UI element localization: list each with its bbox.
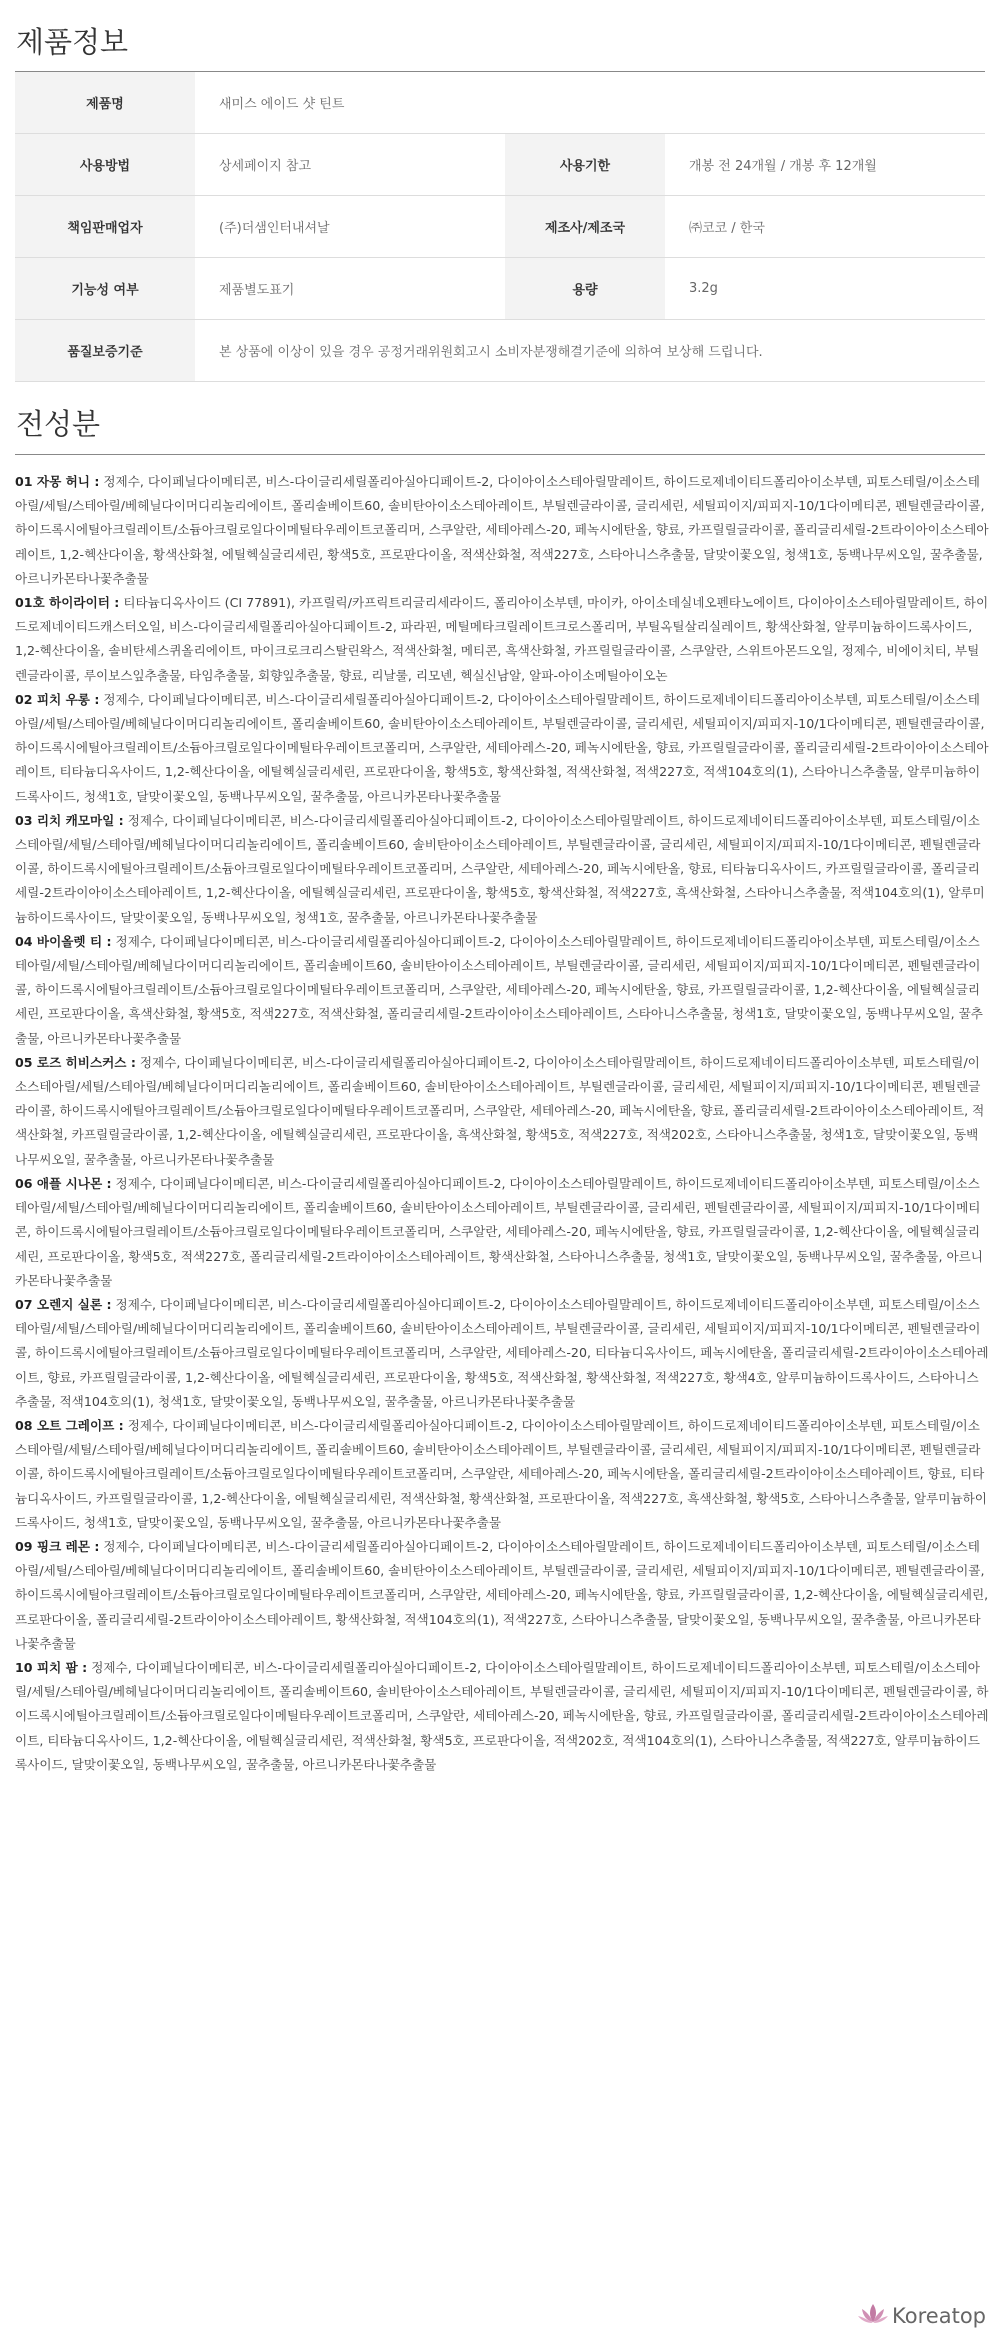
ingredient-shade-name: 09 핑크 레몬 : — [15, 1538, 100, 1554]
ingredient-item — [15, 1656, 990, 1777]
ingredient-item — [15, 470, 990, 591]
ingredient-shade-name: 08 오트 그레이프 : — [15, 1417, 124, 1433]
ingredient-shade-name: 01호 하이라이터 : — [15, 595, 120, 611]
maker-value: ㈜코코 / 한국 — [665, 196, 985, 258]
ingredient-text: 정제수, 다이페닐다이메티콘, 비스-다이글리세릴폴리아실아디페이트-2, 다이아이소스테아릴말레이트, 하이드로제네이티드폴리아이소부텐, 피토스테릴/이소스테아릴/세틸/스테아릴/베헤닐다이머디리놀리에이트, 폴리솔베이트60, 솔비탄아이소스테아레이트, 부틸렌글라이콜, 글리세린, 세틸피이지/피피지-10/1다이메티콘, 펜틸렌글라이콜, 하이드록시에틸아크릴레이트/소듐아크릴로일다이메틸타우레이트코폴리머, 스쿠알란, 세테아레스-20, 페녹시에탄올, 향료, 카프릴릴글라이콜, 폴리글리세릴-2트라이아이소스테아레이트, 1,2-헥산다이올, 황색산화철, 에틸헥실글리세린, 황색5호, 프로판다이올, 적색산화철, 적색227호, 스타아니스추출물, 달맞이꽃오일, 청색1호, 동백나무씨오일, 꿀추출물, 아르니카몬타나꽃추출물 — [15, 474, 989, 586]
ingredient-item — [15, 1414, 990, 1535]
seller-value: (주)더샘인터내셔날 — [195, 196, 505, 258]
product-info-title: 제품정보 — [16, 25, 129, 59]
row-product-name — [15, 72, 985, 134]
expiry-value: 개봉 전 24개월 / 개봉 후 12개월 — [665, 134, 985, 196]
ingredients-divider — [15, 454, 985, 455]
ingredient-item — [15, 930, 990, 1051]
ingredient-item — [15, 809, 990, 930]
usage-label: 사용방법 — [15, 134, 195, 196]
ingredient-shade-name: 01 자몽 허니 : — [15, 474, 100, 489]
product-name-value: 새미스 에이드 샷 틴트 — [195, 72, 985, 134]
ingredient-text: 정제수, 다이페닐다이메티콘, 비스-다이글리세릴폴리아실아디페이트-2, 다이아이소스테아릴말레이트, 하이드로제네이티드폴리아이소부텐, 피토스테릴/이소스테아릴/세틸/스테아릴/베헤닐다이머디리놀리에이트, 폴리솔베이트60, 솔비탄아이소스테아레이트, 부틸렌글라이콜, 글리세린, 세틸피이지/피피지-10/1다이메티콘, 펜틸렌글라이콜, 하이드록시에틸아크릴레이트/소듐아크릴로일다이메틸타우레이트코폴리머, 스쿠알란, 세테아레스-20, 페녹시에탄올, 향료, 카프릴릴글라이콜, 1,2-헥산다이올, 에틸헥실글리세린, 프로판다이올, 폴리글리세릴-2트라이아이소스테아레이트, 황색산화철, 적색104호의(1), 적색227호, 스타아니스추출물, 달맞이꽃오일, 동백나무씨오일, 꿀추출물, 아르니카몬타나꽃추출물 — [15, 1538, 989, 1651]
ingredient-shade-name: 03 리치 캐모마일 : — [15, 812, 124, 828]
ingredient-item — [15, 1172, 990, 1293]
ingredient-shade-name: 02 피치 우롱 : — [15, 691, 100, 707]
ingredient-text: 정제수, 다이페닐다이메티콘, 비스-다이글리세릴폴리아실아디페이트-2, 다이아이소스테아릴말레이트, 하이드로제네이티드폴리아이소부텐, 피토스테릴/이소스테아릴/세틸/스테아릴/베헤닐다이머디리놀리에이트, 폴리솔베이트60, 솔비탄아이소스테아레이트, 부틸렌글라이콜, 글리세린, 세틸피이지/피피지-10/1다이메티콘, 펜틸렌글라이콜, 하이드록시에틸아크릴레이트/소듐아크릴로일다이메틸타우레이트코폴리머, 스쿠알란, 세테아레스-20, 페녹시에탄올, 향료, 티타늄디옥사이드, 카프릴릴글라이콜, 폴리글리세릴-2트라이아이소스테아레이트, 1,2-헥산다이올, 에틸헥실글리세린, 프로판다이올, 황색5호, 황색산화철, 적색227호, 흑색산화철, 스타아니스추출물, 적색104호의(1), 알루미늄하이드록사이드, 달맞이꽃오일, 동백나무씨오일, 청색1호, 꿀추출물, 아르니카몬타나꽃추출물 — [15, 812, 985, 925]
ingredient-shade-name: 10 피치 팜 : — [15, 1659, 88, 1675]
product-info-table — [15, 72, 985, 382]
ingredient-item — [15, 688, 990, 809]
ingredient-text: 정제수, 다이페닐다이메티콘, 비스-다이글리세릴폴리아실아디페이트-2, 다이아이소스테아릴말레이트, 하이드로제네이티드폴리아이소부텐, 피토스테릴/이소스테아릴/세틸/스테아릴/베헤닐다이머디리놀리에이트, 폴리솔베이트60, 솔비탄아이소스테아레이트, 부틸렌글라이콜, 글리세린, 펜틸렌글라이콜, 세틸피이지/피피지-10/1다이메티콘, 하이드록시에틸아크릴레이트/소듐아크릴로일다이메틸타우레이트코폴리머, 스쿠알란, 세테아레스-20, 페녹시에탄올, 향료, 카프릴릴글라이콜, 1,2-헥산다이올, 에틸헥실글리세린, 프로판다이올, 황색5호, 적색227호, 폴리글리세릴-2트라이아이소스테아레이트, 황색산화철, 스타아니스추출물, 청색1호, 달맞이꽃오일, 동백나무씨오일, 꿀추출물, 아르니카몬타나꽃추출물 — [15, 1175, 983, 1288]
ingredient-shade-name: 04 바이올렛 티 : — [15, 933, 112, 949]
ingredient-text: 정제수, 다이페닐다이메티콘, 비스-다이글리세릴폴리아실아디페이트-2, 다이아이소스테아릴말레이트, 하이드로제네이티드폴리아이소부텐, 피토스테릴/이소스테아릴/세틸/스테아릴/베헤닐다이머디리놀리에이트, 폴리솔베이트60, 솔비탄아이소스테아레이트, 부틸렌글라이콜, 글리세린, 세틸피이지/피피지-10/1다이메티콘, 펜틸렌글라이콜, 하이드록시에틸아크릴레이트/소듐아크릴로일다이메틸타우레이트코폴리머, 스쿠알란, 세테아레스-20, 페녹시에탄올, 향료, 카프릴릴글라이콜, 폴리글리세릴-2트라이아이소스테아레이트, 티타늄디옥사이드, 1,2-헥산다이올, 에틸헥실글리세린, 프로판다이올, 황색5호, 황색산화철, 적색산화철, 적색227호, 적색104호의(1), 스타아니스추출물, 알루미늄하이드록사이드, 청색1호, 달맞이꽃오일, 동백나무씨오일, 꿀추출물, 아르니카몬타나꽃추출물 — [15, 691, 989, 804]
functional-value: 제품별도표기 — [195, 258, 505, 320]
ingredient-text: 정제수, 다이페닐다이메티콘, 비스-다이글리세릴폴리아실아디페이트-2, 다이아이소스테아릴말레이트, 하이드로제네이티드폴리아이소부텐, 피토스테릴/이소스테아릴/세틸/스테아릴/베헤닐다이머디리놀리에이트, 폴리솔베이트60, 솔비탄아이소스테아레이트, 부틸렌글라이콜, 글리세린, 세틸피이지/피피지-10/1다이메티콘, 펜틸렌글라이콜, 하이드록시에틸아크릴레이트/소듐아크릴로일다이메틸타우레이트코폴리머, 스쿠알란, 세테아레스-20, 페녹시에탄올, 폴리글리세릴-2트라이아이소스테아레이트, 향료, 티타늄디옥사이드, 카프릴릴글라이콜, 1,2-헥산다이올, 에틸헥실글리세린, 적색산화철, 황색산화철, 프로판다이올, 적색227호, 흑색산화철, 황색5호, 스타아니스추출물, 알루미늄하이드록사이드, 청색1호, 달맞이꽃오일, 동백나무씨오일, 꿀추출물, 아르니카몬타나꽃추출물 — [15, 1417, 987, 1530]
ingredient-item — [15, 1535, 990, 1656]
ingredient-shade-name: 06 애플 시나몬 : — [15, 1175, 112, 1191]
ingredient-item — [15, 591, 990, 688]
functional-label: 기능성 여부 — [15, 258, 195, 320]
row-seller — [15, 196, 985, 258]
quality-value: 본 상품에 이상이 있을 경우 공정거래위원회고시 소비자분쟁해결기준에 의하여 보상해 드립니다. — [195, 320, 985, 382]
brand-name: Koreatop — [892, 2304, 986, 2328]
ingredient-shade-name: 05 로즈 히비스커스 : — [15, 1054, 136, 1070]
row-quality — [15, 320, 985, 382]
maker-label: 제조사/제조국 — [505, 196, 665, 258]
ingredient-text: 티타늄디옥사이드 (CI 77891), 카프릴릭/카프릭트리글리세라이드, 폴리아이소부텐, 마이카, 아이소데실네오펜타노에이트, 다이아이소스테아릴말레이트, 하이드로제네이티드캐스터오일, 비스-다이글리세릴폴리아실아디페이트-2, 파라핀, 메틸메타크릴레이트크로스폴리머, 부틸옥틸살리실레이트, 황색산화철, 알루미늄하이드록사이드, 1,2-헥산다이올, 솔비탄세스퀴올리에이트, 마이크로크리스탈린왁스, 적색산화철, 메티콘, 흑색산화철, 카프릴릴글라이콜, 스쿠알란, 스위트아몬드오일, 정제수, 비에이치티, 부틸렌글라이콜, 루이보스잎추출물, 타임추출물, 회향잎추출물, 향료, 리날룰, 리모넨, 헥실신남알, 알파-아이소메틸아이오논 — [15, 595, 989, 683]
volume-label: 용량 — [505, 258, 665, 320]
ingredient-text: 정제수, 다이페닐다이메티콘, 비스-다이글리세릴폴리아실아디페이트-2, 다이아이소스테아릴말레이트, 하이드로제네이티드폴리아이소부텐, 피토스테릴/이소스테아릴/세틸/스테아릴/베헤닐다이머디리놀리에이트, 폴리솔베이트60, 솔비탄아이소스테아레이트, 부틸렌글라이콜, 글리세린, 세틸피이지/피피지-10/1다이메티콘, 펜틸렌글라이콜, 하이드록시에틸아크릴레이트/소듐아크릴로일다이메틸타우레이트코폴리머, 스쿠알란, 세테아레스-20, 티타늄디옥사이드, 페녹시에탄올, 폴리글리세릴-2트라이아이소스테아레이트, 향료, 카프릴릴글라이콜, 1,2-헥산다이올, 에틸헥실글리세린, 프로판다이올, 황색5호, 적색산화철, 황색산화철, 적색227호, 황색4호, 알루미늄하이드록사이드, 스타아니스추출물, 적색104호의(1), 청색1호, 달맞이꽃오일, 동백나무씨오일, 꿀추출물, 아르니카몬타나꽃추출물 — [15, 1296, 989, 1409]
brand-watermark — [858, 2302, 986, 2330]
ingredient-text: 정제수, 다이페닐다이메티콘, 비스-다이글리세릴폴리아실아디페이트-2, 다이아이소스테아릴말레이트, 하이드로제네이티드폴리아이소부텐, 피토스테릴/이소스테아릴/세틸/스테아릴/베헤닐다이머디리놀리에이트, 폴리솔베이트60, 솔비탄아이소스테아레이트, 부틸렌글라이콜, 글리세린, 세틸피이지/피피지-10/1다이메티콘, 펜틸렌글라이콜, 하이드록시에틸아크릴레이트/소듐아크릴로일다이메틸타우레이트코폴리머, 스쿠알란, 세테아레스-20, 페녹시에탄올, 향료, 폴리글리세릴-2트라이아이소스테아레이트, 적색산화철, 카프릴릴글라이콜, 1,2-헥산다이올, 에틸헥실글리세린, 프로판다이올, 흑색산화철, 황색5호, 적색227호, 적색202호, 스타아니스추출물, 청색1호, 달맞이꽃오일, 동백나무씨오일, 꿀추출물, 아르니카몬타나꽃추출물 — [15, 1054, 985, 1167]
quality-label: 품질보증기준 — [15, 320, 195, 382]
lotus-icon — [858, 2302, 888, 2330]
volume-value: 3.2g — [665, 258, 985, 320]
ingredient-item — [15, 1293, 990, 1414]
ingredient-shade-name: 07 오렌지 실론 : — [15, 1296, 112, 1312]
ingredient-item — [15, 1051, 990, 1172]
ingredient-text: 정제수, 다이페닐다이메티콘, 비스-다이글리세릴폴리아실아디페이트-2, 다이아이소스테아릴말레이트, 하이드로제네이티드폴리아이소부텐, 피토스테릴/이소스테아릴/세틸/스테아릴/베헤닐다이머디리놀리에이트, 폴리솔베이트60, 솔비탄아이소스테아레이트, 부틸렌글라이콜, 글리세린, 세틸피이지/피피지-10/1다이메티콘, 펜틸렌글라이콜, 하이드록시에틸아크릴레이트/소듐아크릴로일다이메틸타우레이트코폴리머, 스쿠알란, 세테아레스-20, 페녹시에탄올, 향료, 카프릴릴글라이콜, 폴리글리세릴-2트라이아이소스테아레이트, 티타늄디옥사이드, 1,2-헥산다이올, 에틸헥실글리세린, 적색산화철, 황색5호, 프로판다이올, 적색202호, 적색104호의(1), 스타아니스추출물, 적색227호, 알루미늄하이드록사이드, 달맞이꽃오일, 동백나무씨오일, 꿀추출물, 아르니카몬타나꽃추출물 — [15, 1659, 989, 1772]
row-usage — [15, 134, 985, 196]
usage-value: 상세페이지 참고 — [195, 134, 505, 196]
seller-label: 책임판매업자 — [15, 196, 195, 258]
ingredients-title: 전성분 — [16, 407, 101, 441]
ingredients-list — [15, 470, 990, 1777]
ingredient-text: 정제수, 다이페닐다이메티콘, 비스-다이글리세릴폴리아실아디페이트-2, 다이아이소스테아릴말레이트, 하이드로제네이티드폴리아이소부텐, 피토스테릴/이소스테아릴/세틸/스테아릴/베헤닐다이머디리놀리에이트, 폴리솔베이트60, 솔비탄아이소스테아레이트, 부틸렌글라이콜, 글리세린, 세틸피이지/피피지-10/1다이메티콘, 펜틸렌글라이콜, 하이드록시에틸아크릴레이트/소듐아크릴로일다이메틸타우레이트코폴리머, 스쿠알란, 세테아레스-20, 페녹시에탄올, 향료, 카프릴릴글라이콜, 1,2-헥산다이올, 에틸헥실글리세린, 프로판다이올, 흑색산화철, 황색5호, 적색227호, 적색산화철, 폴리글리세릴-2트라이아이소스테아레이트, 스타아니스추출물, 청색1호, 달맞이꽃오일, 동백나무씨오일, 꿀추출물, 아르니카몬타나꽃추출물 — [15, 933, 983, 1046]
product-name-label: 제품명 — [15, 72, 195, 134]
row-functional — [15, 258, 985, 320]
expiry-label: 사용기한 — [505, 134, 665, 196]
